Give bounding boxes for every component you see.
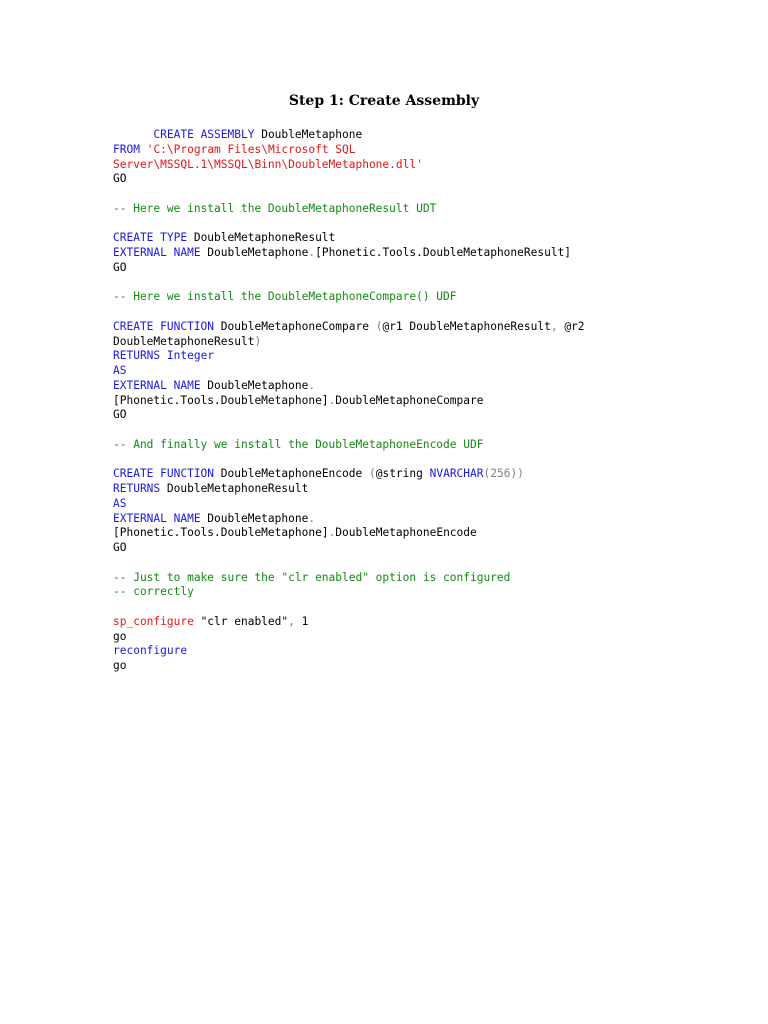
code-line bbox=[113, 526, 673, 541]
code-line bbox=[113, 246, 673, 261]
sql-keyword: Integer bbox=[166, 349, 215, 363]
code-line bbox=[113, 231, 673, 246]
sql-keyword: CREATE TYPE bbox=[113, 231, 188, 245]
code-text: DoubleMetaphoneCompare bbox=[214, 319, 376, 333]
sql-operator: ) bbox=[254, 334, 262, 348]
code-line bbox=[113, 571, 673, 586]
code-line bbox=[113, 497, 673, 512]
sql-operator: , bbox=[550, 319, 558, 333]
sql-comment: -- Here we install the DoubleMetaphoneCompare() UDF bbox=[113, 290, 457, 304]
code-line bbox=[113, 364, 673, 379]
sql-operator: . bbox=[308, 511, 316, 525]
sql-keyword: EXTERNAL NAME bbox=[113, 378, 201, 392]
sql-string: Server\MSSQL.1\MSSQL\Binn\DoubleMetaphone.dll' bbox=[113, 157, 423, 171]
code-line bbox=[113, 541, 673, 556]
sql-keyword: AS bbox=[113, 364, 127, 377]
sql-keyword: CREATE FUNCTION bbox=[113, 319, 215, 333]
code-line bbox=[113, 438, 673, 453]
code-text: "clr enabled" bbox=[193, 614, 289, 628]
code-line bbox=[113, 467, 673, 482]
code-text: GO bbox=[113, 172, 127, 186]
code-line bbox=[113, 172, 673, 187]
sql-comment: -- Just to make sure the "clr enabled" option is configured bbox=[113, 570, 511, 584]
code-line bbox=[113, 644, 673, 659]
code-text: 1 bbox=[294, 614, 309, 628]
code-line bbox=[113, 335, 673, 350]
sql-operator: ( bbox=[375, 319, 383, 333]
sql-keyword: NVARCHAR bbox=[429, 467, 484, 481]
code-text: DoubleMetaphoneCompare bbox=[335, 393, 484, 407]
sql-string: 'C:\Program Files\Microsoft SQL bbox=[146, 142, 356, 156]
code-text: @r1 DoubleMetaphoneResult bbox=[382, 319, 551, 333]
code-line bbox=[113, 276, 673, 291]
sql-keyword: FROM bbox=[113, 142, 140, 156]
sql-operator: , bbox=[288, 614, 295, 628]
code-text: [Phonetic.Tools.DoubleMetaphone] bbox=[113, 526, 329, 540]
code-text: go bbox=[113, 659, 127, 672]
code-text: DoubleMetaphoneEncode bbox=[214, 467, 369, 481]
code-text: DoubleMetaphone bbox=[254, 128, 363, 141]
code-text: DoubleMetaphone bbox=[200, 511, 309, 525]
code-line bbox=[113, 512, 673, 527]
sql-keyword: reconfigure bbox=[113, 644, 188, 658]
code-text bbox=[113, 128, 153, 141]
code-text: [Phonetic.Tools.DoubleMetaphone] bbox=[113, 393, 329, 407]
code-line bbox=[113, 556, 673, 571]
sql-operator: ( bbox=[368, 467, 376, 481]
code-line bbox=[113, 320, 673, 335]
code-text: DoubleMetaphoneResult bbox=[187, 231, 336, 245]
code-line bbox=[113, 143, 673, 158]
code-line bbox=[113, 290, 673, 305]
sql-keyword: RETURNS bbox=[113, 482, 161, 495]
code-line bbox=[113, 202, 673, 217]
code-line bbox=[113, 394, 673, 409]
code-line bbox=[113, 659, 673, 674]
code-line bbox=[113, 585, 673, 600]
code-line bbox=[113, 408, 673, 423]
code-line bbox=[113, 261, 673, 276]
sql-keyword: CREATE FUNCTION bbox=[113, 467, 215, 481]
sql-keyword: AS bbox=[113, 496, 127, 510]
page-title: Step 1: Create Assembly bbox=[288, 93, 480, 109]
code-line bbox=[113, 630, 673, 645]
code-line bbox=[113, 217, 673, 232]
code-text: GO bbox=[113, 541, 127, 554]
code-text: [Phonetic.Tools.DoubleMetaphoneResult] bbox=[315, 246, 572, 259]
code-text: DoubleMetaphone bbox=[200, 378, 309, 392]
code-line bbox=[113, 158, 673, 173]
sql-operator: (256)) bbox=[483, 467, 524, 481]
code-text: @string bbox=[375, 467, 430, 481]
sql-string: sp_configure bbox=[113, 614, 194, 628]
code-line bbox=[113, 453, 673, 468]
sql-comment: -- And finally we install the DoubleMetaphoneEncode UDF bbox=[113, 437, 484, 451]
code-line bbox=[113, 379, 673, 394]
code-line bbox=[113, 128, 673, 143]
sql-comment: -- Here we install the DoubleMetaphoneResult UDT bbox=[113, 201, 437, 215]
sql-keyword: CREATE ASSEMBLY bbox=[153, 128, 255, 141]
code-line bbox=[113, 349, 673, 364]
sql-operator: . bbox=[328, 393, 336, 407]
code-text: DoubleMetaphoneEncode bbox=[335, 526, 477, 540]
code-text: @r2 bbox=[557, 319, 585, 333]
code-line bbox=[113, 423, 673, 438]
code-line bbox=[113, 600, 673, 615]
sql-keyword: EXTERNAL NAME bbox=[113, 246, 201, 259]
code-text: DoubleMetaphoneResult bbox=[113, 334, 255, 348]
sql-operator: . bbox=[328, 526, 336, 540]
sql-keyword: EXTERNAL NAME bbox=[113, 511, 201, 525]
code-text: DoubleMetaphone bbox=[200, 246, 309, 259]
code-text bbox=[140, 143, 147, 156]
sql-keyword: RETURNS bbox=[113, 349, 161, 363]
code-line bbox=[113, 187, 673, 202]
code-text: GO bbox=[113, 260, 127, 274]
code-line bbox=[113, 615, 673, 630]
code-text: go bbox=[113, 629, 127, 643]
code-line bbox=[113, 482, 673, 497]
code-line bbox=[113, 305, 673, 320]
sql-operator: . bbox=[308, 246, 316, 259]
code-text: DoubleMetaphoneResult bbox=[160, 482, 309, 495]
code-block bbox=[113, 128, 673, 674]
sql-comment: -- correctly bbox=[113, 585, 194, 599]
code-text bbox=[160, 349, 167, 362]
code-text: GO bbox=[113, 408, 127, 422]
sql-operator: . bbox=[308, 378, 316, 392]
